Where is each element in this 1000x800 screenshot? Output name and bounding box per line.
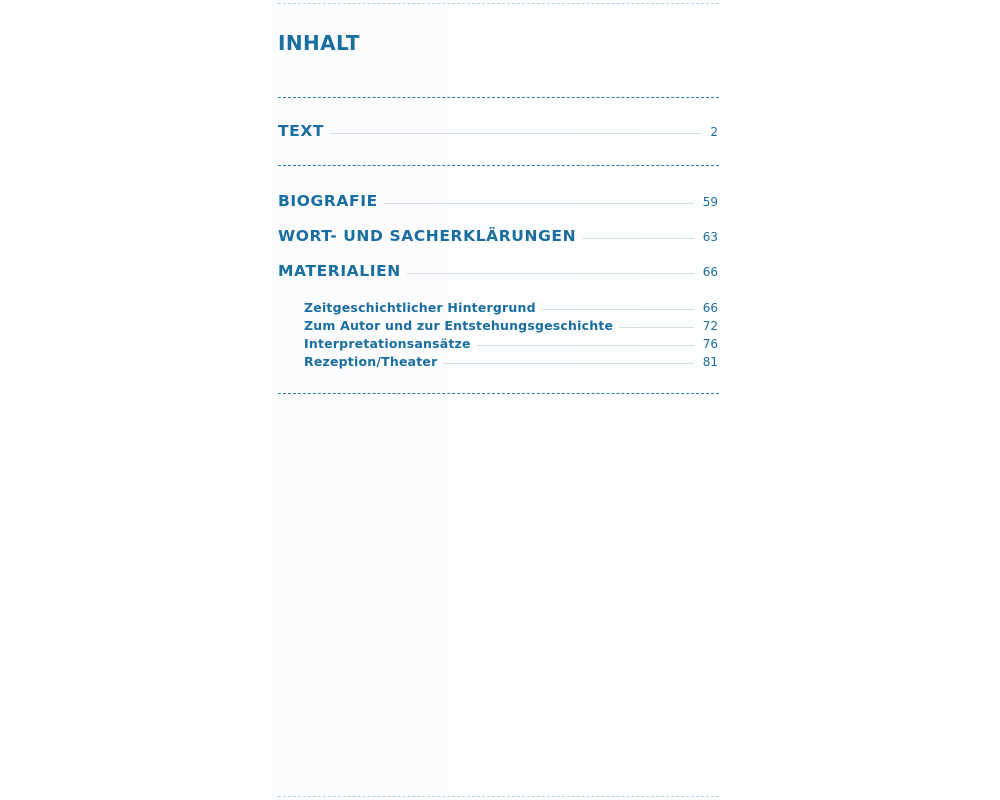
- divider-after-materialien: [278, 393, 719, 394]
- toc-subentry-label: Zum Autor und zur Entstehungsgeschichte: [304, 318, 614, 333]
- toc-entry-text[interactable]: [278, 122, 718, 140]
- toc-page-number: 72: [702, 319, 718, 333]
- toc-entry-wort-und-sacherklaerungen[interactable]: [278, 227, 718, 245]
- toc-leader-line: [330, 133, 701, 134]
- toc-subentry-label: Interpretationsansätze: [304, 336, 471, 351]
- toc-page-number: 66: [702, 301, 718, 315]
- toc-subentry-label: Zeitgeschichtlicher Hintergrund: [304, 300, 536, 315]
- divider-after-text: [278, 165, 719, 166]
- toc-subentry-rezeption-theater[interactable]: [304, 354, 718, 369]
- toc-subentry-interpretationsansaetze[interactable]: [304, 336, 718, 351]
- toc-entry-label: TEXT: [278, 122, 325, 140]
- top-divider: [278, 3, 719, 4]
- toc-leader-line: [582, 238, 694, 239]
- toc-entry-biografie[interactable]: [278, 192, 718, 210]
- toc-page-number: 59: [702, 195, 718, 209]
- toc-page-number: 2: [710, 125, 718, 139]
- toc-entry-label: BIOGRAFIE: [278, 192, 378, 210]
- toc-leader-line: [384, 203, 694, 204]
- toc-leader-line: [542, 309, 694, 310]
- toc-page-number: 81: [702, 355, 718, 369]
- toc-entry-label: WORT- UND SACHERKLÄRUNGEN: [278, 227, 577, 245]
- toc-leader-line: [443, 363, 693, 364]
- toc-subentry-zum-autor[interactable]: [304, 318, 718, 333]
- toc-page-number: 63: [702, 230, 718, 244]
- toc-leader-line: [477, 345, 694, 346]
- toc-page-number: 66: [702, 265, 718, 279]
- toc-subentry-label: Rezeption/Theater: [304, 354, 438, 369]
- toc-page-number: 76: [702, 337, 718, 351]
- page-title: INHALT: [278, 31, 360, 55]
- toc-entry-materialien[interactable]: [278, 262, 718, 280]
- bottom-divider: [278, 796, 719, 797]
- toc-leader-line: [619, 327, 694, 328]
- divider-after-title: [278, 97, 719, 98]
- toc-entry-label: MATERIALIEN: [278, 262, 401, 280]
- toc-leader-line: [407, 273, 694, 274]
- page-area: [271, 0, 751, 800]
- toc-subentry-zeitgeschichtlicher-hintergrund[interactable]: [304, 300, 718, 315]
